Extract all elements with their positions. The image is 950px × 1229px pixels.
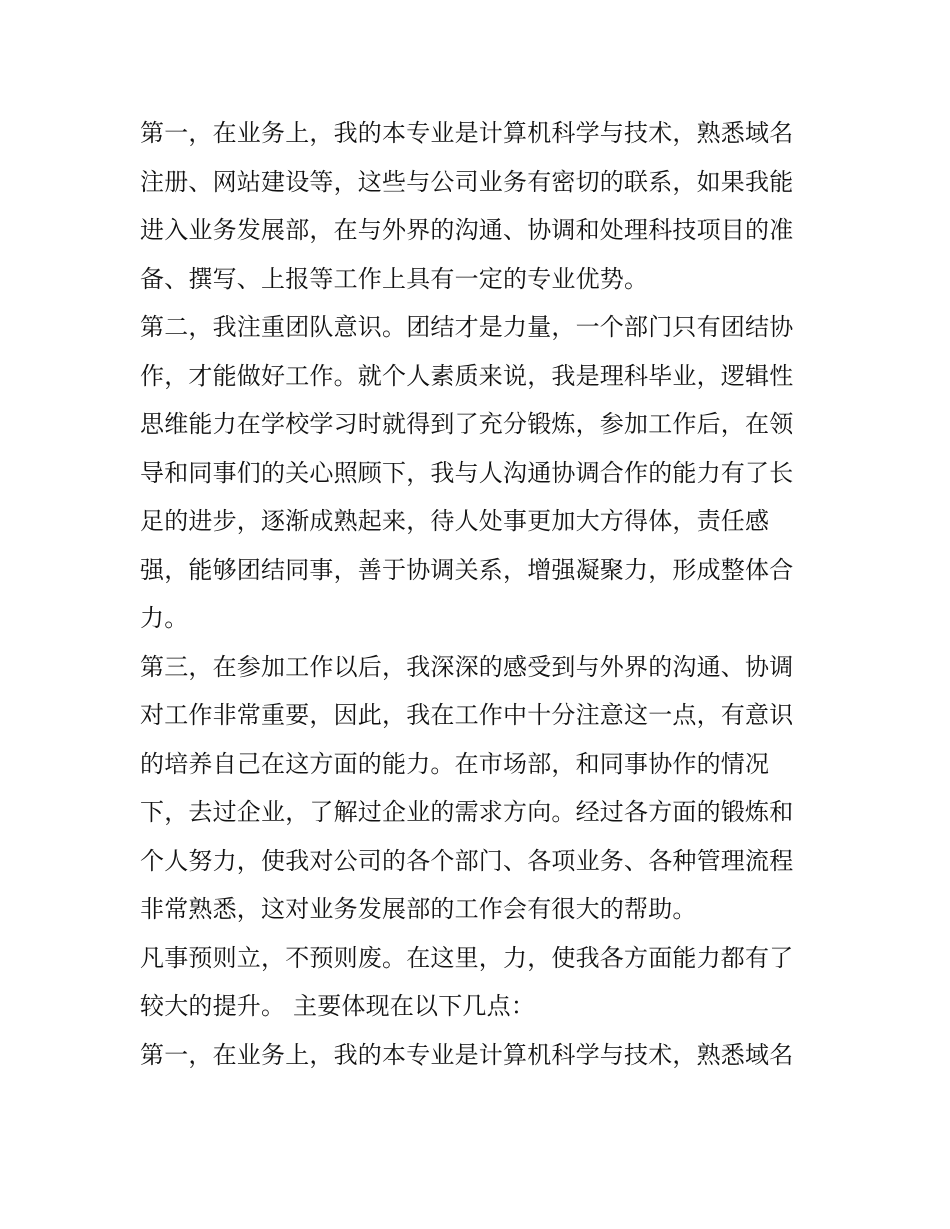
text-line: 注册、网站建设等，这些与公司业务有密切的联系，如果我能 <box>140 167 794 196</box>
text-line: 第一，在业务上，我的本专业是计算机科学与技术，熟悉域名 <box>140 1040 794 1069</box>
text-line: 非常熟悉，这对业务发展部的工作会有很大的帮助。 <box>140 895 697 923</box>
text-line: 个人努力，使我对公司的各个部门、各项业务、各种管理流程 <box>140 846 794 875</box>
text-line: 第二，我注重团队意识。团结才是力量，一个部门只有团结协 <box>140 313 794 341</box>
body-text <box>140 109 820 1079</box>
text-line: 第一，在业务上，我的本专业是计算机科学与技术，熟悉域名 <box>140 119 794 147</box>
text-line: 进入业务发展部，在与外界的沟通、协调和处理科技项目的准 <box>140 216 794 244</box>
text-line: 作，才能做好工作。就个人素质来说，我是理科毕业，逻辑性 <box>140 361 794 390</box>
text-line: 足的进步，逐渐成熟起来，待人处事更加大方得体，责任感 <box>140 507 770 535</box>
text-line: 下，去过企业，了解过企业的需求方向。经过各方面的锻炼和 <box>140 798 794 826</box>
text-line: 备、撰写、上报等工作上具有一定的专业优势。 <box>140 264 649 293</box>
text-line: 的培养自己在这方面的能力。在市场部，和同事协作的情况 <box>140 749 770 778</box>
text-line: 力。 <box>140 604 189 632</box>
text-line: 思维能力在学校学习时就得到了充分锻炼，参加工作后，在领 <box>140 410 794 438</box>
text-line: 凡事预则立，不预则废。在这里，力，使我各方面能力都有了 <box>140 943 794 972</box>
text-line: 较大的提升。 主要体现在以下几点： <box>140 992 536 1020</box>
text-line: 强，能够团结同事，善于协调关系，增强凝聚力，形成整体合 <box>140 555 794 584</box>
text-line: 第三，在参加工作以后，我深深的感受到与外界的沟通、协调 <box>140 652 794 681</box>
text-line: 导和同事们的关心照顾下，我与人沟通协调合作的能力有了长 <box>140 458 794 487</box>
text-line: 对工作非常重要，因此，我在工作中十分注意这一点，有意识 <box>140 701 794 729</box>
